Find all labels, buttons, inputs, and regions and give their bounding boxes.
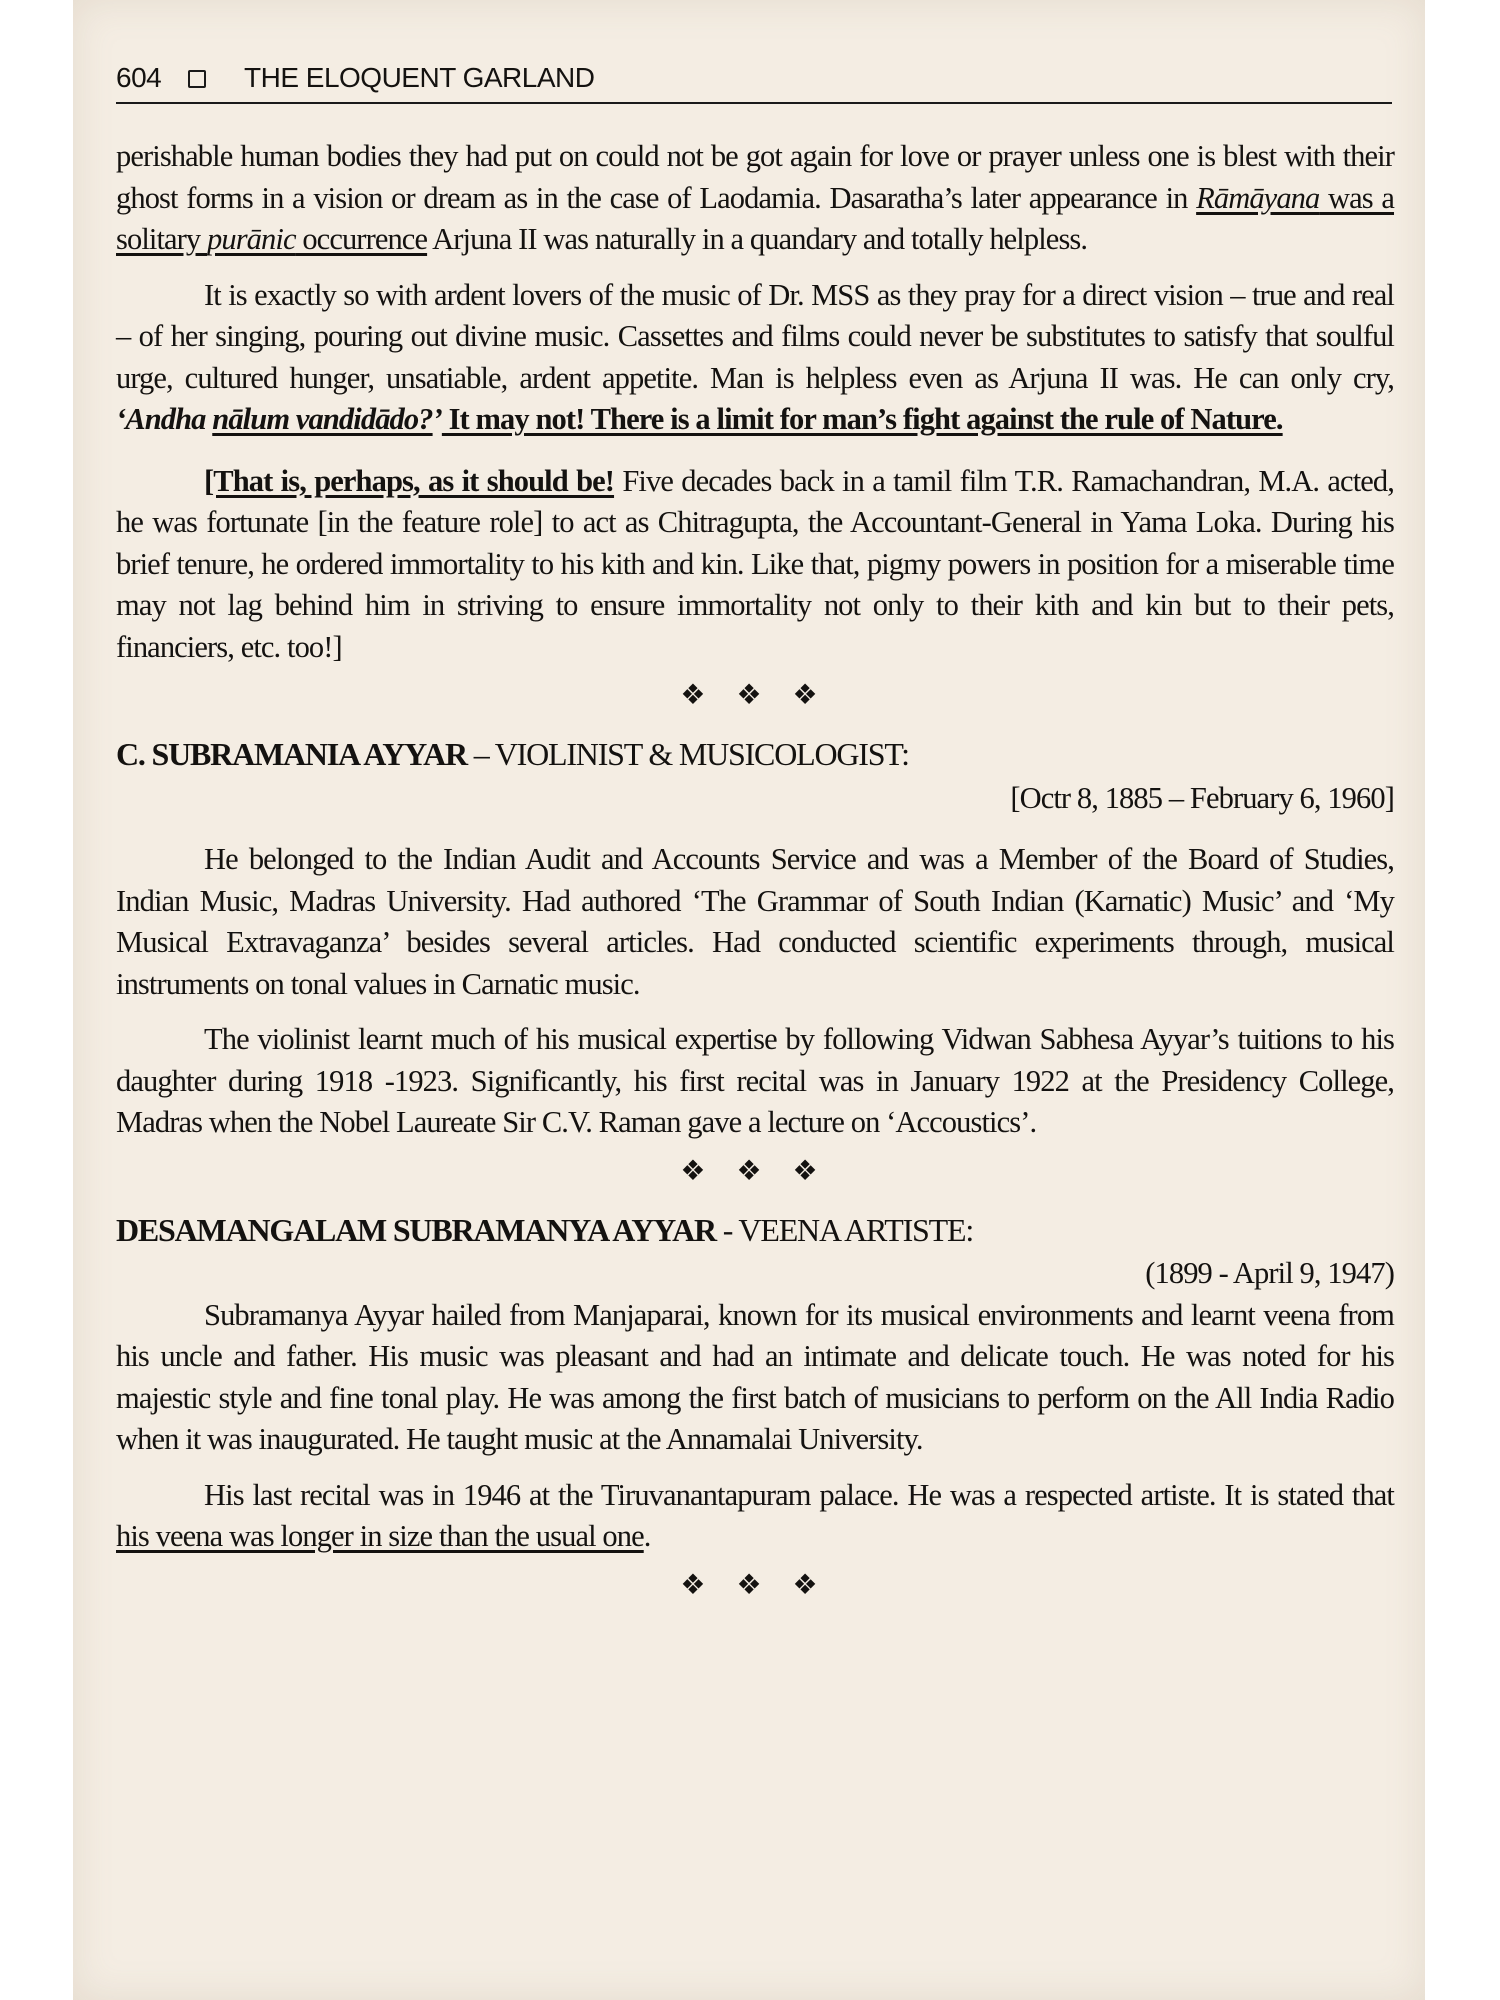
- section-dates: (1899 - April 9, 1947): [1145, 1256, 1394, 1290]
- section-ornament: ❖ ❖ ❖: [680, 680, 830, 711]
- italic-text: Rāmāyana: [1196, 180, 1320, 215]
- running-title: THE ELOQUENT GARLAND: [244, 62, 595, 93]
- bold-italic-underlined-text: nālum vandidādo?: [212, 402, 433, 436]
- text: Arjuna II was naturally in a quandary and totally helpless.: [427, 222, 1088, 256]
- heading-name: DESAMANGALAM SUBRAMANYA AYYAR: [116, 1211, 716, 1248]
- bold-underlined-text: [That is, perhaps, as it should be!: [204, 463, 615, 498]
- section-heading: [116, 1210, 1394, 1252]
- page-number: 604: [116, 62, 162, 93]
- underlined-text: his veena was longer in size than the usual one: [116, 1519, 644, 1553]
- text: .: [643, 1519, 651, 1553]
- heading-name: C. SUBRAMANIA AYYAR: [116, 736, 467, 772]
- paragraph: [116, 136, 1394, 261]
- paragraph: [116, 275, 1394, 441]
- running-header: [116, 58, 1392, 104]
- bold-italic-text: ‘Andha: [116, 402, 213, 436]
- text: Five decades back in a tamil film T.R. Ramachandran, M.A. acted, he was fortunate [in the feature role] to act as Chitragupta, the Accountant-General in Yama Loka. During his brief tenure, he ordered immortality to his kith and kin. Like that, pigmy powers in position for a miserable time may not lag behind him in striving to ensure immortality not only to their kith and kin but to their pets, financiers, etc. too!]: [116, 463, 1394, 664]
- paragraph: Subramanya Ayyar hailed from Manjaparai, known for its musical environments and learnt veena from his uncle and father. His music was pleasant and had an intimate and delicate touch. He was noted for his majestic style and fine tonal play. He was among the first batch of musicians to perform on the All India Radio when it was inaugurated. He taught music at the Annamalai University.: [116, 1297, 1394, 1456]
- italic-text: purānic: [207, 222, 296, 256]
- section-dates: [Octr 8, 1885 – February 6, 1960]: [1010, 780, 1394, 815]
- section-ornament: ❖ ❖ ❖: [680, 1155, 830, 1187]
- text: His last recital was in 1946 at the Tiruvanantapuram palace. He was a respected artiste. It is stated that: [204, 1477, 1394, 1512]
- section-heading: [116, 734, 1394, 776]
- text: It is exactly so with ardent lovers of the music of Dr. MSS as they pray for a direct vision – true and real – of her singing, pouring out divine music. Cassettes and films could never be substitutes to satisfy that soulful urge, cultured hunger, unsatiable, ardent appetite. Man is helpless even as Arjuna II was. He can only cry,: [116, 277, 1394, 395]
- paragraph: He belonged to the Indian Audit and Accounts Service and was a Member of the Board of Studies, Indian Music, Madras University. Had authored ‘The Grammar of South Indian (Karnatic) Music’ and ‘My Musical Extravaganza’ besides several articles. Had conducted scientific experiments through, musical instruments on tonal values in Carnatic music.: [116, 842, 1394, 1001]
- bold-italic-text: ’: [432, 402, 442, 436]
- paragraph: [116, 1475, 1394, 1558]
- paragraph: [116, 461, 1394, 669]
- text: was a solitary: [116, 180, 1395, 256]
- text: perishable human bodies they had put on could not be got again for love or prayer unless one is blest with their ghost forms in a vision or dream as in the case of Laodamia. Dasaratha’s later appearance in: [116, 139, 1394, 215]
- page-body: [116, 136, 1394, 1614]
- square-bullet-icon: [188, 70, 206, 88]
- section-ornament: ❖ ❖ ❖: [680, 1569, 830, 1601]
- text: occurrence: [295, 222, 428, 256]
- bold-underlined-text: It may not! There is a limit for man’s fight against the rule of Nature.: [441, 402, 1283, 436]
- paragraph: The violinist learnt much of his musical expertise by following Vidwan Sabhesa Ayyar’s tuitions to his daughter during 1918 -1923. Significantly, his first recital was in January 1922 at the Presidency College, Madras when the Nobel Laureate Sir C.V. Raman gave a lecture on ‘Accoustics’.: [116, 1022, 1394, 1139]
- heading-role: - VEENA ARTISTE:: [715, 1211, 974, 1248]
- heading-role: – VIOLINIST & MUSICOLOGIST:: [466, 736, 909, 772]
